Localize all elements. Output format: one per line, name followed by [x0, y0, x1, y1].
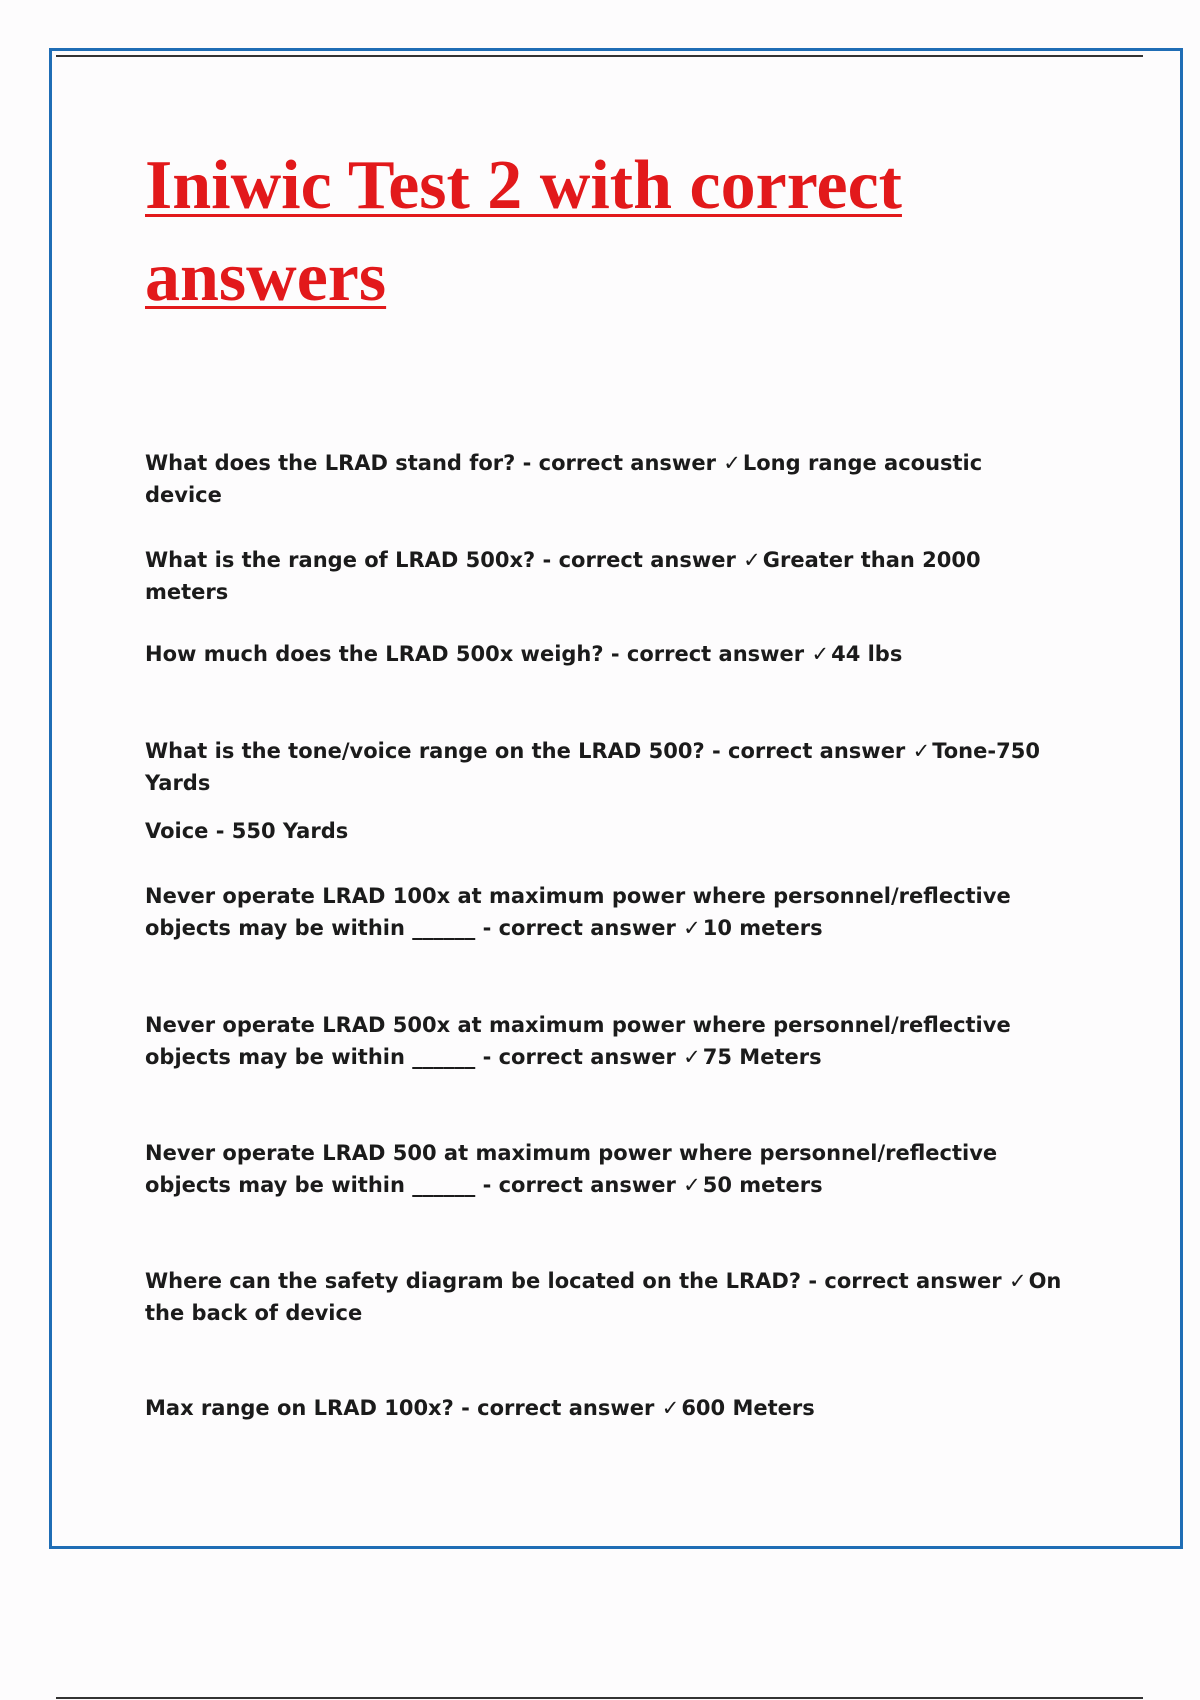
qa-item: [145, 735, 1065, 847]
checkmark-icon: ✓: [811, 642, 830, 666]
answer-separator: - correct answer: [610, 642, 805, 666]
answer-separator: - correct answer: [522, 451, 716, 475]
checkmark-icon: ✓: [683, 1173, 701, 1197]
answer-separator: - correct answer: [482, 916, 676, 940]
checkmark-icon: ✓: [661, 1396, 680, 1420]
answer-text: 44 lbs: [831, 642, 903, 666]
bottom-rule-line: [56, 1697, 1143, 1699]
answer-text: 10 meters: [702, 916, 823, 940]
answer-separator: - correct answer: [808, 1269, 1002, 1293]
checkmark-icon: ✓: [683, 916, 701, 940]
answer-text: On the back of device: [145, 1269, 1062, 1325]
qa-item: [145, 447, 1065, 511]
qa-item: [145, 880, 1065, 944]
answer-text: 600 Meters: [681, 1396, 815, 1420]
question-text: What does the LRAD stand for?: [145, 451, 516, 475]
qa-item: [145, 1265, 1065, 1329]
answer-separator: - correct answer: [482, 1045, 676, 1069]
qa-item: [145, 1392, 1065, 1424]
question-text: What is the range of LRAD 500x?: [145, 548, 536, 572]
checkmark-icon: ✓: [683, 1045, 701, 1069]
qa-item: [145, 638, 1065, 670]
checkmark-icon: ✓: [912, 739, 931, 763]
title-line-2: answers: [145, 239, 387, 316]
question-text: How much does the LRAD 500x weigh?: [145, 642, 604, 666]
answer-text: Greater than 2000 meters: [145, 548, 981, 604]
answer-separator: - correct answer: [712, 739, 906, 763]
checkmark-icon: ✓: [743, 548, 761, 572]
document-title: [145, 140, 1045, 324]
question-text: What is the tone/voice range on the LRAD 500?: [145, 739, 705, 763]
answer-text: Tone-750 Yards: [145, 739, 1040, 795]
question-text: Where can the safety diagram be located on the LRAD?: [145, 1269, 802, 1293]
question-text: Never operate LRAD 100x at maximum power where personnel/reflective objects may be within ______: [145, 884, 1011, 940]
question-text: Never operate LRAD 500x at maximum power where personnel/reflective objects may be within ______: [145, 1013, 1011, 1069]
answer-separator: - correct answer: [461, 1396, 655, 1420]
title-line-1: Iniwic Test 2 with correct: [145, 147, 902, 224]
qa-item: [145, 1137, 1065, 1201]
checkmark-icon: ✓: [723, 451, 741, 475]
answer-text: 75 Meters: [702, 1045, 822, 1069]
top-rule-line: [56, 55, 1143, 57]
checkmark-icon: ✓: [1008, 1269, 1027, 1293]
answer-separator: - correct answer: [542, 548, 736, 572]
question-text: Never operate LRAD 500 at maximum power where personnel/reflective objects may be within ______: [145, 1141, 998, 1197]
qa-item: [145, 1009, 1065, 1073]
qa-item: [145, 544, 1065, 608]
answer-separator: - correct answer: [482, 1173, 676, 1197]
answer-text-continued: Voice - 550 Yards: [145, 819, 349, 843]
answer-text: Long range acoustic device: [145, 451, 983, 507]
question-text: Max range on LRAD 100x?: [145, 1396, 454, 1420]
answer-text: 50 meters: [702, 1173, 823, 1197]
